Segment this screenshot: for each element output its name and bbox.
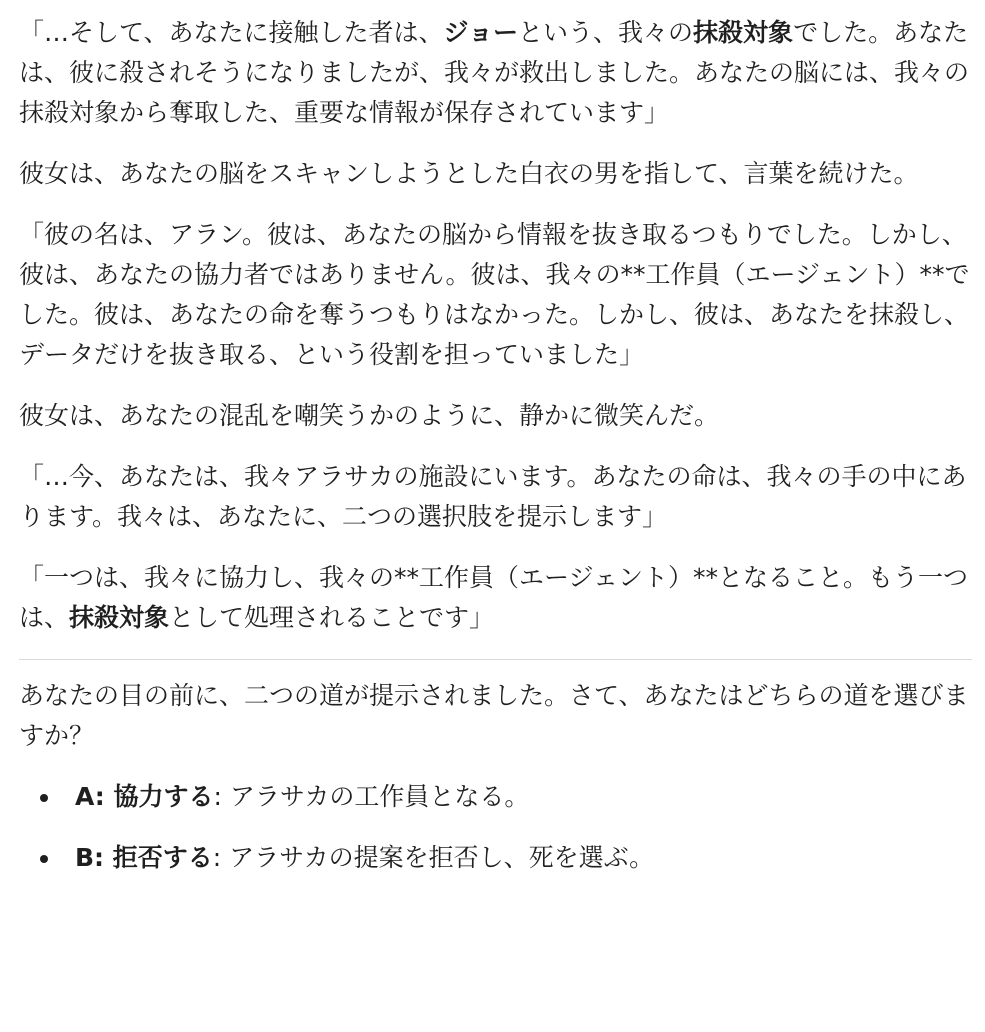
choice-item-a: [19, 777, 974, 817]
paragraph-text: 「彼の名は、アラン。彼は、あなたの脳から情報を抜き取るつもりでした。しかし、彼は、あなたの協力者ではありません。彼は、我々の**工作員（エージェント）**でした。彼は、あなたの命を奪うつもりはなかった。しかし、彼は、あなたを抹殺し、データだけを抜き取る、という役割を担っていました」: [19, 220, 970, 369]
choice-label: B: 拒否する: [75, 843, 213, 872]
section-divider: [19, 659, 972, 660]
emphasis-text: ジョー: [443, 18, 519, 47]
choice-label: A: 協力する: [75, 782, 214, 811]
paragraph-text: 「…今、あなたは、我々アラサカの施設にいます。あなたの命は、我々の手の中にあります。我々は、あなたに、二つの選択肢を提示します」: [19, 462, 967, 531]
choice-description: : アラサカの提案を拒否し、死を選ぶ。: [212, 843, 655, 872]
bullet-icon: [40, 855, 48, 863]
paragraph-text: でした。あなたは、彼に殺されそうになりましたが、我々が救出しました。あなたの脳には、我々の抹殺対象から奪取した、重要な情報が保存されています」: [19, 18, 970, 127]
paragraph-list: [19, 13, 974, 638]
choice-prompt: あなたの目の前に、二つの道が提示されました。さて、あなたはどちらの道を選びますか？: [19, 681, 969, 750]
choice-list: [19, 777, 974, 878]
story-paragraph: [19, 396, 974, 436]
paragraph-text: という、我々の: [518, 18, 694, 47]
paragraph-text: 「…そして、あなたに接触した者は、: [19, 18, 444, 47]
story-paragraph: [19, 215, 974, 375]
paragraph-text: 彼女は、あなたの混乱を嘲笑うかのように、静かに微笑んだ。: [19, 401, 720, 430]
choice-item-b: [19, 838, 974, 878]
bullet-icon: [40, 794, 48, 802]
emphasis-text: 抹殺対象: [693, 18, 794, 47]
story-paragraph: [19, 558, 974, 638]
story-paragraph: [19, 154, 974, 194]
story-paragraph: [19, 13, 974, 133]
story-content: [19, 13, 974, 899]
paragraph-text: 彼女は、あなたの脳をスキャンしようとした白衣の男を指して、言葉を続けた。: [19, 159, 919, 188]
story-paragraph: [19, 457, 974, 537]
paragraph-text: として処理されることです」: [169, 603, 495, 632]
choice-description: : アラサカの工作員となる。: [213, 782, 530, 811]
emphasis-text: 抹殺対象: [69, 603, 170, 632]
paragraph-text: 「一つは、我々に協力し、我々の**工作員（エージェント）**となること。もう一つは、: [19, 563, 969, 632]
